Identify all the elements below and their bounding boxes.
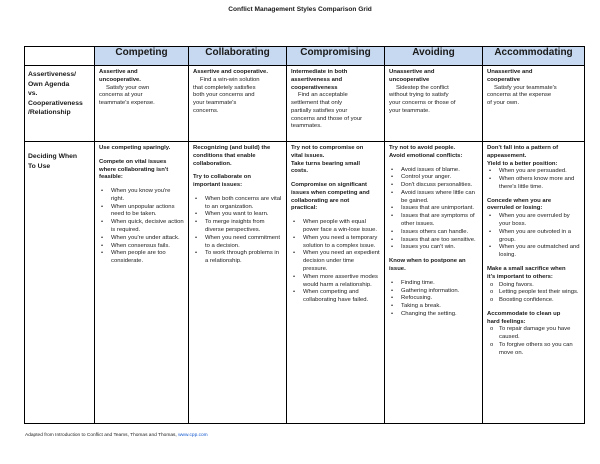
list-item: • When unpopular actions need to be taken. (99, 204, 184, 220)
cell-collaborating-assertiveness: Assertive and cooperative. Find a win-win solution that completely satisfies both your concerns and your teammate's concerns. (189, 66, 287, 142)
header-row (25, 47, 585, 66)
list-item: • When competing and collaborating have failed. (291, 289, 380, 305)
list-item: • Avoid issues where little can be gained. (389, 190, 478, 206)
list-item: • Refocusing. (389, 295, 478, 303)
page-title: Conflict Management Styles Comparison Grid (228, 6, 372, 13)
list-item: • When consensus fails. (99, 243, 184, 251)
list-item: • When you need a temporary solution to a complex issue. (291, 235, 380, 251)
header-avoiding: Avoiding (385, 47, 483, 66)
header-competing: Competing (95, 47, 189, 66)
table-row (25, 142, 585, 424)
list-item: o Letting people test their wings. (487, 289, 580, 297)
bullet-list (389, 167, 478, 253)
list-item: • When you are outvoted in a group. (487, 229, 580, 245)
list-item: • To merge insights from diverse perspectives. (193, 219, 282, 235)
comparison-grid (24, 46, 585, 424)
bullet-list (487, 282, 580, 305)
bullet-list (389, 280, 478, 319)
list-item: • When you are overruled by your boss. (487, 213, 580, 229)
bullet-list (291, 219, 380, 305)
header-collaborating: Collaborating (189, 47, 287, 66)
bullet-list (193, 196, 282, 266)
list-item: • To work through problems in a relationship. (193, 250, 282, 266)
list-item: • When people are too considerate. (99, 250, 184, 266)
cell-accommodating-assertiveness: Unassertive and cooperative Satisfy your teammate's concerns at the expense of your own. (483, 66, 585, 142)
cell-avoiding-assertiveness: Unassertive and uncooperative Sidestep the conflict without trying to satisfy your concerns or those of your teammate. (385, 66, 483, 142)
list-item: • When you are outmatched and losing. (487, 244, 580, 260)
table-row (25, 66, 585, 142)
list-item: o To repair damage you have caused. (487, 326, 580, 342)
cell-competing-assertiveness: Assertive and uncooperative. Satisfy your own concerns at your teammate's expense. (95, 66, 189, 142)
list-item: • When more assertive modes would harm a relationship. (291, 274, 380, 290)
cell-avoiding-deciding: Try not to avoid people. Avoid emotional conflicts: • Avoid issues of blame. • Control your anger. • Don't discuss personalities. • Avoid issues where little can be gained. • Issues that are unimportant. • Issues that are symptoms of other issues. • Issues others can handle. • Issues that are too sensitive. • Issues you can't win. Know when to postpone an issue. • Finding time. • Gathering information. • Refocusing. • Taking a break. • Changing the setting. (385, 142, 483, 424)
footer-credit: Adapted from Introduction to Conflict and Teams, Thomas and Thomas, www.cpp.com (25, 433, 208, 438)
header-accommodating: Accommodating (483, 47, 585, 66)
list-item: • Issues others can handle. (389, 229, 478, 237)
list-item: • When you want to learn. (193, 211, 282, 219)
list-item: o To forgive others so you can move on. (487, 342, 580, 358)
list-item: • Avoid issues of blame. (389, 167, 478, 175)
list-item: • When you're under attack. (99, 235, 184, 243)
row-label-assertiveness: Assertiveness/ Own Agenda vs. Cooperativeness /Relationship (25, 66, 95, 142)
list-item: • When both concerns are vital to an organization. (193, 196, 282, 212)
list-item: • When others know more and there's little time. (487, 176, 580, 192)
list-item: • When quick, decisive action is required. (99, 219, 184, 235)
bullet-list (487, 326, 580, 357)
row-label-deciding: Deciding When To Use (25, 142, 95, 424)
footer-link[interactable]: www.cpp.com (178, 433, 208, 438)
list-item: • Issues that are too sensitive. (389, 237, 478, 245)
list-item: • Finding time. (389, 280, 478, 288)
list-item: • When you need commitment to a decision. (193, 235, 282, 251)
cell-collaborating-deciding: Recognizing (and build) the conditions that enable collaboration. Try to collaborate on important issues: • When both concerns are vital to an organization. • When you want to learn. • To merge insights from diverse perspectives. • When you need commitment to a decision. • To work through problems in a relationship. (189, 142, 287, 424)
list-item: • Changing the setting. (389, 311, 478, 319)
list-item: • When people with equal power face a win-lose issue. (291, 219, 380, 235)
list-item: o Boosting confidence. (487, 297, 580, 305)
list-item: • Issues that are unimportant. (389, 205, 478, 213)
list-item: • Gathering information. (389, 288, 478, 296)
list-item: • When you are persuaded. (487, 168, 580, 176)
list-item: • Don't discuss personalities. (389, 182, 478, 190)
bullet-list (99, 188, 184, 266)
header-compromising: Compromising (287, 47, 385, 66)
list-item: • Issues you can't win. (389, 244, 478, 252)
list-item: • Issues that are symptoms of other issues. (389, 213, 478, 229)
list-item: • Taking a break. (389, 303, 478, 311)
bullet-list (487, 168, 580, 191)
cell-competing-deciding: Use competing sparingly. Compete on vital issues where collaborating isn't feasible: • When you know you're right. • When unpopular actions need to be taken. • When quick, decisive action is required. • When you're under attack. • When consensus fails. • When people are too considerate. (95, 142, 189, 424)
cell-compromising-deciding: Try not to compromise on vital issues. Take turns bearing small costs. Compromise on significant issues when competing and collaborating are not practical: • When people with equal power face a win-lose issue. • When you need a temporary solution to a complex issue. • When you need an expedient decision under time pressure. • When more assertive modes would harm a relationship. • When competing and collaborating have failed. (287, 142, 385, 424)
list-item: o Doing favors. (487, 282, 580, 290)
header-corner (25, 47, 95, 66)
cell-compromising-assertiveness: Intermediate in both assertiveness and cooperativeness Find an acceptable settlement that only partially satisfies your concerns and those of your teammates. (287, 66, 385, 142)
list-item: • Control your anger. (389, 174, 478, 182)
list-item: • When you know you're right. (99, 188, 184, 204)
list-item: • When you need an expedient decision under time pressure. (291, 250, 380, 273)
bullet-list (487, 213, 580, 260)
cell-accommodating-deciding: Don't fall into a pattern of appeasement. Yield to a better position: • When you are persuaded. • When others know more and there's little time. Concede when you are overruled or losing: • When you are overruled by your boss. • When you are outvoted in a group. • When you are outmatched and losing. Make a small sacrifice when it's important to others: o Doing favors. o Letting people test their wings. o Boosting confidence. Accommodate to clean up hard feelings: o To repair damage you have caused. o To forgive others so you can move on. (483, 142, 585, 424)
